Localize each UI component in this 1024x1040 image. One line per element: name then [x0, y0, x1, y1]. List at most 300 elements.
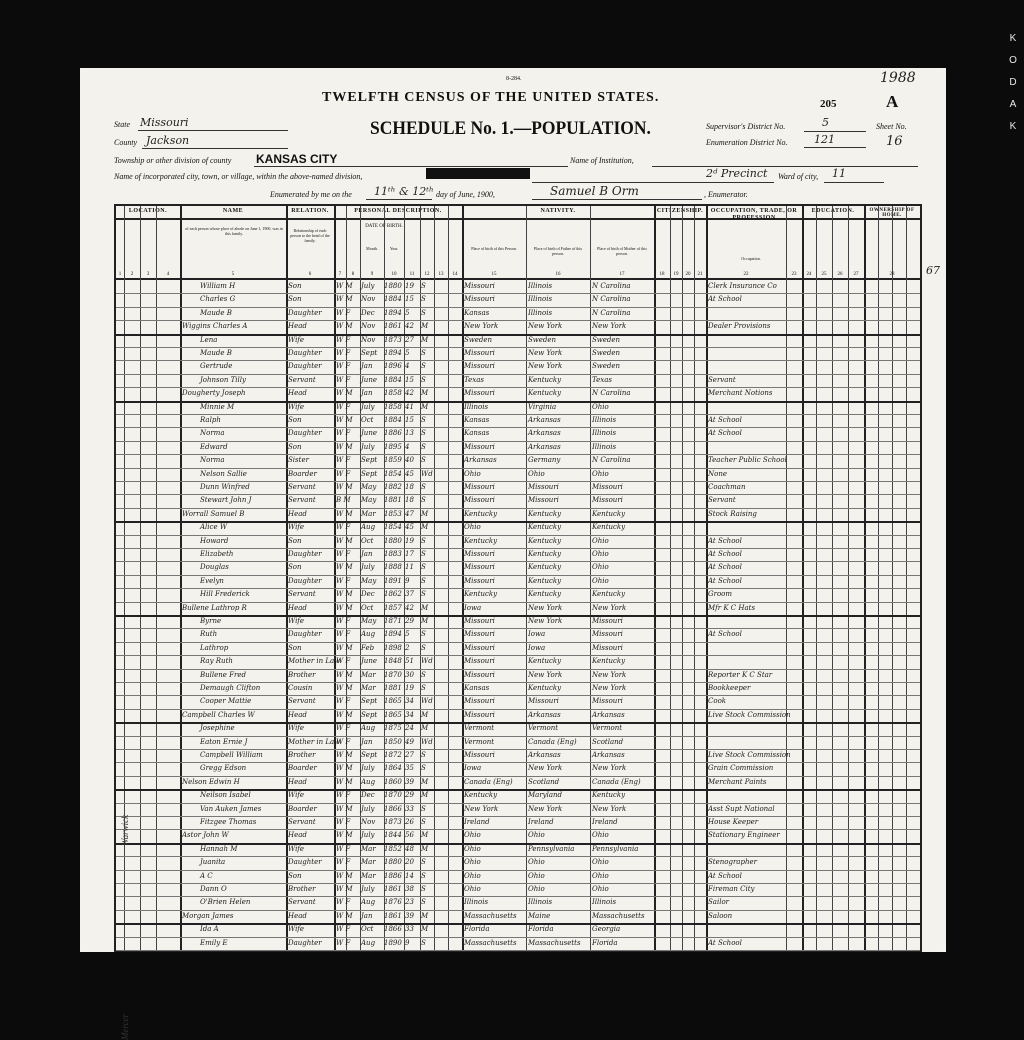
cell-fpob: Pennsylvania: [528, 844, 575, 853]
cell-fpob: Maine: [528, 911, 551, 920]
cell-cr: W M: [336, 590, 353, 599]
column-number: 4: [166, 272, 170, 277]
cell-age: 51: [405, 657, 414, 666]
cell-ms: M: [421, 389, 429, 398]
cell-age: 19: [405, 282, 414, 290]
cell-cr: W F: [336, 858, 351, 867]
cell-pob: Missouri: [464, 563, 495, 572]
margin-note-left-middle: Warwick: [120, 814, 130, 846]
cell-cr: W M: [336, 563, 353, 572]
cell-occ: Stenographer: [708, 858, 757, 867]
cell-year: 1872: [384, 751, 402, 759]
cell-ms: Wd: [421, 697, 433, 706]
cell-occ: Teacher Public School: [708, 456, 787, 465]
cell-cr: W M: [336, 885, 353, 893]
cell-rel: Daughter: [288, 630, 322, 639]
cell-age: 13: [405, 429, 414, 438]
cell-pob: Missouri: [464, 617, 495, 625]
cell-month: Dec: [361, 590, 375, 599]
cell-month: Aug: [361, 777, 376, 786]
row-rule: [116, 950, 920, 951]
cell-year: 1858: [384, 389, 402, 398]
cell-cr: W M: [336, 831, 353, 840]
row-rule: [116, 481, 920, 482]
cell-occ: Stationary Engineer: [708, 831, 780, 840]
cell-ms: S: [421, 416, 426, 424]
cell-pob: Texas: [464, 375, 484, 384]
name-description: of each person whose place of abode on June 1, 1900, was in this family.: [185, 226, 283, 236]
cell-pob: Missouri: [464, 483, 495, 491]
cell-month: Sept: [361, 751, 378, 759]
cell-mpob: Illinois: [592, 429, 617, 438]
cell-pob: Missouri: [464, 657, 495, 666]
cell-pob: Missouri: [464, 349, 495, 357]
cell-month: Jan: [361, 911, 373, 920]
cell-mpob: Ohio: [592, 563, 609, 572]
cell-cr: W M: [336, 643, 353, 652]
cell-month: July: [361, 442, 375, 451]
cell-rel: Son: [288, 295, 302, 304]
cell-year: 1880: [384, 858, 402, 867]
cell-rel: Head: [288, 777, 307, 786]
column-number: 28: [889, 272, 895, 277]
cell-occ: Sailor: [708, 898, 730, 907]
cell-name: Wiggins Charles A: [182, 322, 248, 331]
column-rule: [906, 206, 907, 950]
cell-pob: Sweden: [464, 335, 493, 344]
census-sheet: [80, 68, 946, 1040]
column-rule: [434, 206, 435, 950]
enumerated-label: Enumerated by me on the: [270, 190, 352, 199]
cell-ms: S: [421, 295, 426, 304]
cell-month: Aug: [361, 630, 376, 639]
cell-ms: S: [421, 483, 426, 491]
cell-cr: W M: [336, 684, 353, 692]
cell-age: 9: [405, 576, 410, 585]
cell-fpob: Arkansas: [528, 429, 561, 438]
cell-year: 1857: [384, 603, 402, 612]
form-number: 8-284.: [506, 76, 522, 82]
cell-ms: S: [421, 362, 426, 371]
row-rule: [116, 910, 920, 911]
cell-ms: S: [421, 938, 426, 947]
column-number: 10: [391, 272, 397, 277]
cell-occ: None: [708, 469, 727, 478]
cell-age: 35: [405, 764, 414, 773]
cell-occ: Groom: [708, 590, 733, 599]
cell-fpob: Kentucky: [528, 389, 562, 398]
cell-ms: S: [421, 349, 426, 357]
cell-occ: At School: [708, 536, 742, 545]
cell-cr: W F: [336, 737, 351, 746]
cell-pob: Ohio: [464, 858, 481, 867]
column-rule: [448, 206, 449, 950]
cell-fpob: New York: [528, 362, 563, 371]
column-number: 14: [452, 272, 458, 277]
row-rule: [116, 669, 920, 670]
cell-age: 17: [405, 550, 414, 558]
cell-name: Van Auken James: [200, 804, 262, 813]
cell-age: 49: [405, 737, 414, 746]
cell-month: Oct: [361, 603, 374, 612]
cell-mpob: Arkansas: [592, 751, 625, 759]
cell-name: Morgan James: [182, 911, 234, 920]
cell-name: Maude B: [200, 308, 232, 317]
column-rule: [802, 206, 804, 950]
cell-fpob: New York: [528, 617, 563, 625]
cell-mpob: Canada (Eng): [592, 777, 641, 786]
cell-ms: S: [421, 456, 426, 465]
row-rule: [116, 937, 920, 938]
cell-month: Oct: [361, 925, 374, 934]
cell-rel: Head: [288, 710, 307, 719]
cell-month: July: [361, 885, 375, 893]
cell-month: May: [361, 576, 377, 585]
cell-year: 1880: [384, 282, 402, 290]
cell-fpob: Kentucky: [528, 550, 562, 558]
cell-fpob: Missouri: [528, 483, 559, 491]
cell-age: 15: [405, 295, 414, 304]
cell-pob: Missouri: [464, 496, 495, 505]
row-rule: [116, 441, 920, 442]
institution-label: Name of Institution,: [570, 156, 634, 165]
cell-rel: Wife: [288, 335, 305, 344]
cell-rel: Servant: [288, 818, 316, 826]
cell-mpob: Ohio: [592, 402, 609, 411]
cell-cr: W M: [336, 764, 353, 773]
cell-rel: Servant: [288, 898, 316, 907]
cell-ms: M: [421, 509, 429, 518]
year-heading: Year.: [389, 246, 399, 251]
cell-cr: W F: [336, 938, 351, 947]
cell-rel: Servant: [288, 496, 316, 505]
cell-year: 1883: [384, 550, 402, 558]
cell-rel: Daughter: [288, 362, 322, 371]
cell-mpob: Kentucky: [592, 509, 626, 518]
row-rule: [116, 320, 920, 321]
cell-cr: W F: [336, 375, 351, 384]
column-rule: [786, 206, 787, 950]
cell-year: 1881: [384, 496, 402, 505]
cell-age: 42: [405, 322, 414, 331]
row-rule: [116, 816, 920, 817]
cell-name: Edward: [200, 442, 228, 451]
cell-pob: New York: [464, 322, 499, 331]
population-table: [114, 204, 922, 1040]
cell-name: Eaton Ernie J: [200, 737, 248, 746]
cell-rel: Son: [288, 871, 302, 880]
cell-age: 30: [405, 670, 414, 679]
cell-name: Norma: [200, 429, 225, 438]
cell-cr: W F: [336, 362, 351, 371]
cell-fpob: Illinois: [528, 295, 553, 304]
cell-rel: Head: [288, 603, 307, 612]
cell-occ: House Keeper: [708, 818, 759, 826]
cell-year: 1862: [384, 590, 402, 599]
supervisor-value: 5: [822, 116, 829, 129]
cell-pob: Missouri: [464, 643, 495, 652]
cell-rel: Head: [288, 322, 307, 331]
cell-occ: Dealer Provisions: [708, 322, 771, 331]
cell-name: Minnie M: [200, 402, 235, 411]
cell-cr: W F: [336, 657, 351, 666]
cell-pob: Ohio: [464, 523, 481, 532]
cell-age: 41: [405, 402, 414, 411]
cell-age: 40: [405, 456, 414, 465]
cell-mpob: Massachusetts: [592, 911, 645, 920]
cell-name: Emily E: [200, 938, 228, 947]
cell-year: 1861: [384, 885, 402, 893]
cell-ms: S: [421, 536, 426, 545]
cell-month: Mar: [361, 684, 376, 692]
cell-age: 34: [405, 710, 414, 719]
cell-fpob: Kentucky: [528, 509, 562, 518]
cell-month: June: [361, 375, 377, 384]
cell-mpob: Kentucky: [592, 657, 626, 666]
group-nativity: NATIVITY.: [540, 208, 576, 214]
row-rule: [116, 468, 920, 469]
column-number: 21: [697, 272, 703, 277]
cell-rel: Brother: [288, 885, 316, 893]
row-rule: [116, 454, 920, 455]
cell-ms: M: [421, 335, 429, 344]
film-edge-mark: K O D A K: [1009, 33, 1017, 132]
cell-fpob: Kentucky: [528, 536, 562, 545]
row-rule: [116, 749, 920, 750]
cell-name: O'Brien Helen: [200, 898, 251, 907]
redaction-bar: [426, 168, 530, 179]
cell-name: Nelson Sallie: [200, 469, 247, 478]
sheet-letter: A: [886, 92, 899, 111]
ward-value: 11: [832, 167, 846, 180]
cell-rel: Daughter: [288, 576, 322, 585]
cell-mpob: Missouri: [592, 630, 623, 639]
pob-person-heading: Place of birth of this Person.: [471, 246, 517, 251]
cell-name: Howard: [200, 536, 229, 545]
cell-ms: S: [421, 496, 426, 505]
column-number: 18: [659, 272, 665, 277]
cell-age: 29: [405, 617, 414, 625]
cell-fpob: Arkansas: [528, 710, 561, 719]
cell-month: July: [361, 282, 375, 290]
cell-ms: S: [421, 670, 426, 679]
cell-rel: Son: [288, 416, 302, 424]
cell-year: 1870: [384, 670, 402, 679]
cell-mpob: Texas: [592, 375, 612, 384]
cell-ms: S: [421, 684, 426, 692]
cell-mpob: Illinois: [592, 416, 617, 424]
row-rule: [116, 561, 920, 562]
cell-name: Douglas: [200, 563, 229, 572]
cell-fpob: New York: [528, 670, 563, 679]
cell-name: Evelyn: [200, 576, 224, 585]
cell-cr: W F: [336, 523, 351, 532]
column-number: 16: [555, 272, 561, 277]
cell-cr: W M: [336, 710, 353, 719]
row-rule: [116, 682, 920, 683]
cell-cr: W F: [336, 925, 351, 934]
cell-month: Oct: [361, 536, 374, 545]
cell-fpob: Illinois: [528, 282, 553, 290]
cell-year: 1861: [384, 322, 402, 331]
cell-cr: W M: [336, 777, 353, 786]
row-rule: [116, 628, 920, 629]
cell-ms: M: [421, 617, 429, 625]
cell-mpob: Ohio: [592, 536, 609, 545]
sheet-label: Sheet No.: [876, 122, 907, 131]
cell-ms: M: [421, 322, 429, 331]
cell-year: 1895: [384, 442, 402, 451]
cell-age: 45: [405, 523, 414, 532]
cell-name: William H: [200, 282, 236, 290]
cell-mpob: New York: [592, 603, 627, 612]
cell-cr: W M: [336, 442, 353, 451]
cell-pob: Ohio: [464, 871, 481, 880]
cell-year: 1894: [384, 308, 402, 317]
cell-fpob: New York: [528, 349, 563, 357]
cell-ms: S: [421, 898, 426, 907]
column-number: 7: [338, 272, 342, 277]
cell-fpob: Massachusetts: [528, 938, 581, 947]
row-rule: [116, 535, 920, 536]
page-number: 205: [820, 98, 837, 110]
group-relation: RELATION.: [291, 208, 329, 214]
cell-year: 1873: [384, 335, 402, 344]
cell-occ: Live Stock Commission: [708, 751, 791, 759]
cell-age: 11: [405, 563, 414, 572]
column-number: 27: [853, 272, 859, 277]
row-rule: [116, 360, 920, 361]
cell-year: 1861: [384, 911, 402, 920]
cell-occ: Servant: [708, 375, 736, 384]
dob-heading: DATE OF BIRTH.: [365, 224, 403, 229]
pob-mother-heading: Place of birth of Mother of this person.: [597, 246, 647, 256]
cell-name: Dougherty Joseph: [182, 389, 246, 398]
cell-month: Aug: [361, 523, 376, 532]
cell-month: Jan: [361, 737, 373, 746]
group-ownership: OWNERSHIP OF HOME.: [869, 208, 915, 218]
cell-name: Cooper Mattie: [200, 697, 252, 706]
row-rule: [116, 776, 920, 777]
cell-month: July: [361, 831, 375, 840]
group-citizenship: CITIZENSHIP.: [656, 208, 704, 214]
cell-month: Mar: [361, 670, 376, 679]
cell-month: July: [361, 402, 375, 411]
cell-mpob: Sweden: [592, 335, 621, 344]
cell-mpob: Ireland: [592, 818, 618, 826]
cell-year: 1854: [384, 523, 402, 532]
township-value: KANSAS CITY: [256, 152, 338, 166]
cell-rel: Daughter: [288, 308, 322, 317]
cell-month: Mar: [361, 858, 376, 867]
cell-rel: Wife: [288, 402, 305, 411]
cell-occ: At School: [708, 938, 742, 947]
cell-rel: Son: [288, 643, 302, 652]
cell-year: 1866: [384, 925, 402, 934]
sheet-value: 16: [886, 134, 903, 149]
cell-name: Hannah M: [200, 844, 238, 853]
precinct-value: 2ᵈ Precinct: [706, 167, 768, 180]
cell-ms: M: [421, 844, 429, 853]
cell-year: 1888: [384, 563, 402, 572]
cell-ms: M: [421, 402, 429, 411]
cell-age: 26: [405, 818, 414, 826]
cell-rel: Brother: [288, 670, 316, 679]
cell-mpob: Ohio: [592, 858, 609, 867]
cell-cr: W M: [336, 536, 353, 545]
cell-pob: Missouri: [464, 282, 495, 290]
cell-year: 1865: [384, 697, 402, 706]
cell-pob: Missouri: [464, 751, 495, 759]
cell-mpob: Pennsylvania: [592, 844, 639, 853]
census-title: TWELFTH CENSUS OF THE UNITED STATES.: [322, 90, 660, 105]
stamp-number: 1988: [880, 70, 916, 86]
cell-age: 33: [405, 925, 414, 934]
cell-pob: Illinois: [464, 898, 489, 907]
cell-fpob: New York: [528, 322, 563, 331]
cell-ms: Wd: [421, 657, 433, 666]
cell-month: July: [361, 764, 375, 773]
cell-month: Aug: [361, 724, 376, 733]
cell-ms: S: [421, 858, 426, 867]
cell-rel: Sister: [288, 456, 309, 465]
cell-year: 1881: [384, 684, 402, 692]
cell-pob: Kentucky: [464, 791, 498, 800]
cell-age: 48: [405, 844, 414, 853]
cell-ms: S: [421, 590, 426, 599]
cell-month: Sept: [361, 456, 378, 465]
enumerator-name: Samuel B Orm: [550, 184, 639, 198]
cell-mpob: Ohio: [592, 885, 609, 893]
cell-occ: At School: [708, 630, 742, 639]
cell-ms: S: [421, 630, 426, 639]
column-number: 6: [308, 272, 312, 277]
cell-name: Demaugh Clifton: [200, 684, 261, 692]
group-education: EDUCATION.: [811, 208, 855, 214]
cell-name: Hill Frederick: [200, 590, 250, 599]
cell-mpob: N Carolina: [592, 295, 631, 304]
cell-rel: Servant: [288, 483, 316, 491]
cell-mpob: Kentucky: [592, 791, 626, 800]
cell-name: Nelson Edwin H: [182, 777, 240, 786]
cell-rel: Head: [288, 389, 307, 398]
cell-year: 1859: [384, 456, 402, 465]
cell-occ: Fireman City: [708, 885, 755, 893]
cell-year: 1860: [384, 777, 402, 786]
cell-fpob: Canada (Eng): [528, 737, 577, 746]
cell-age: 27: [405, 335, 414, 344]
cell-month: Nov: [361, 335, 376, 344]
cell-age: 20: [405, 858, 414, 867]
cell-rel: Daughter: [288, 349, 322, 357]
cell-age: 37: [405, 590, 414, 599]
cell-occ: Coachman: [708, 483, 746, 491]
cell-year: 1886: [384, 871, 402, 880]
cell-ms: S: [421, 764, 426, 773]
row-rule: [116, 762, 920, 763]
cell-age: 42: [405, 389, 414, 398]
cell-month: Feb: [361, 643, 375, 652]
cell-rel: Brother: [288, 751, 316, 759]
cell-age: 42: [405, 603, 414, 612]
cell-fpob: Missouri: [528, 697, 559, 706]
cell-name: Bullene Lathrop R: [182, 603, 247, 612]
cell-name: Charles G: [200, 295, 236, 304]
cell-fpob: Germany: [528, 456, 561, 465]
cell-mpob: New York: [592, 684, 627, 692]
cell-pob: Missouri: [464, 389, 495, 398]
column-number: 2: [130, 272, 134, 277]
